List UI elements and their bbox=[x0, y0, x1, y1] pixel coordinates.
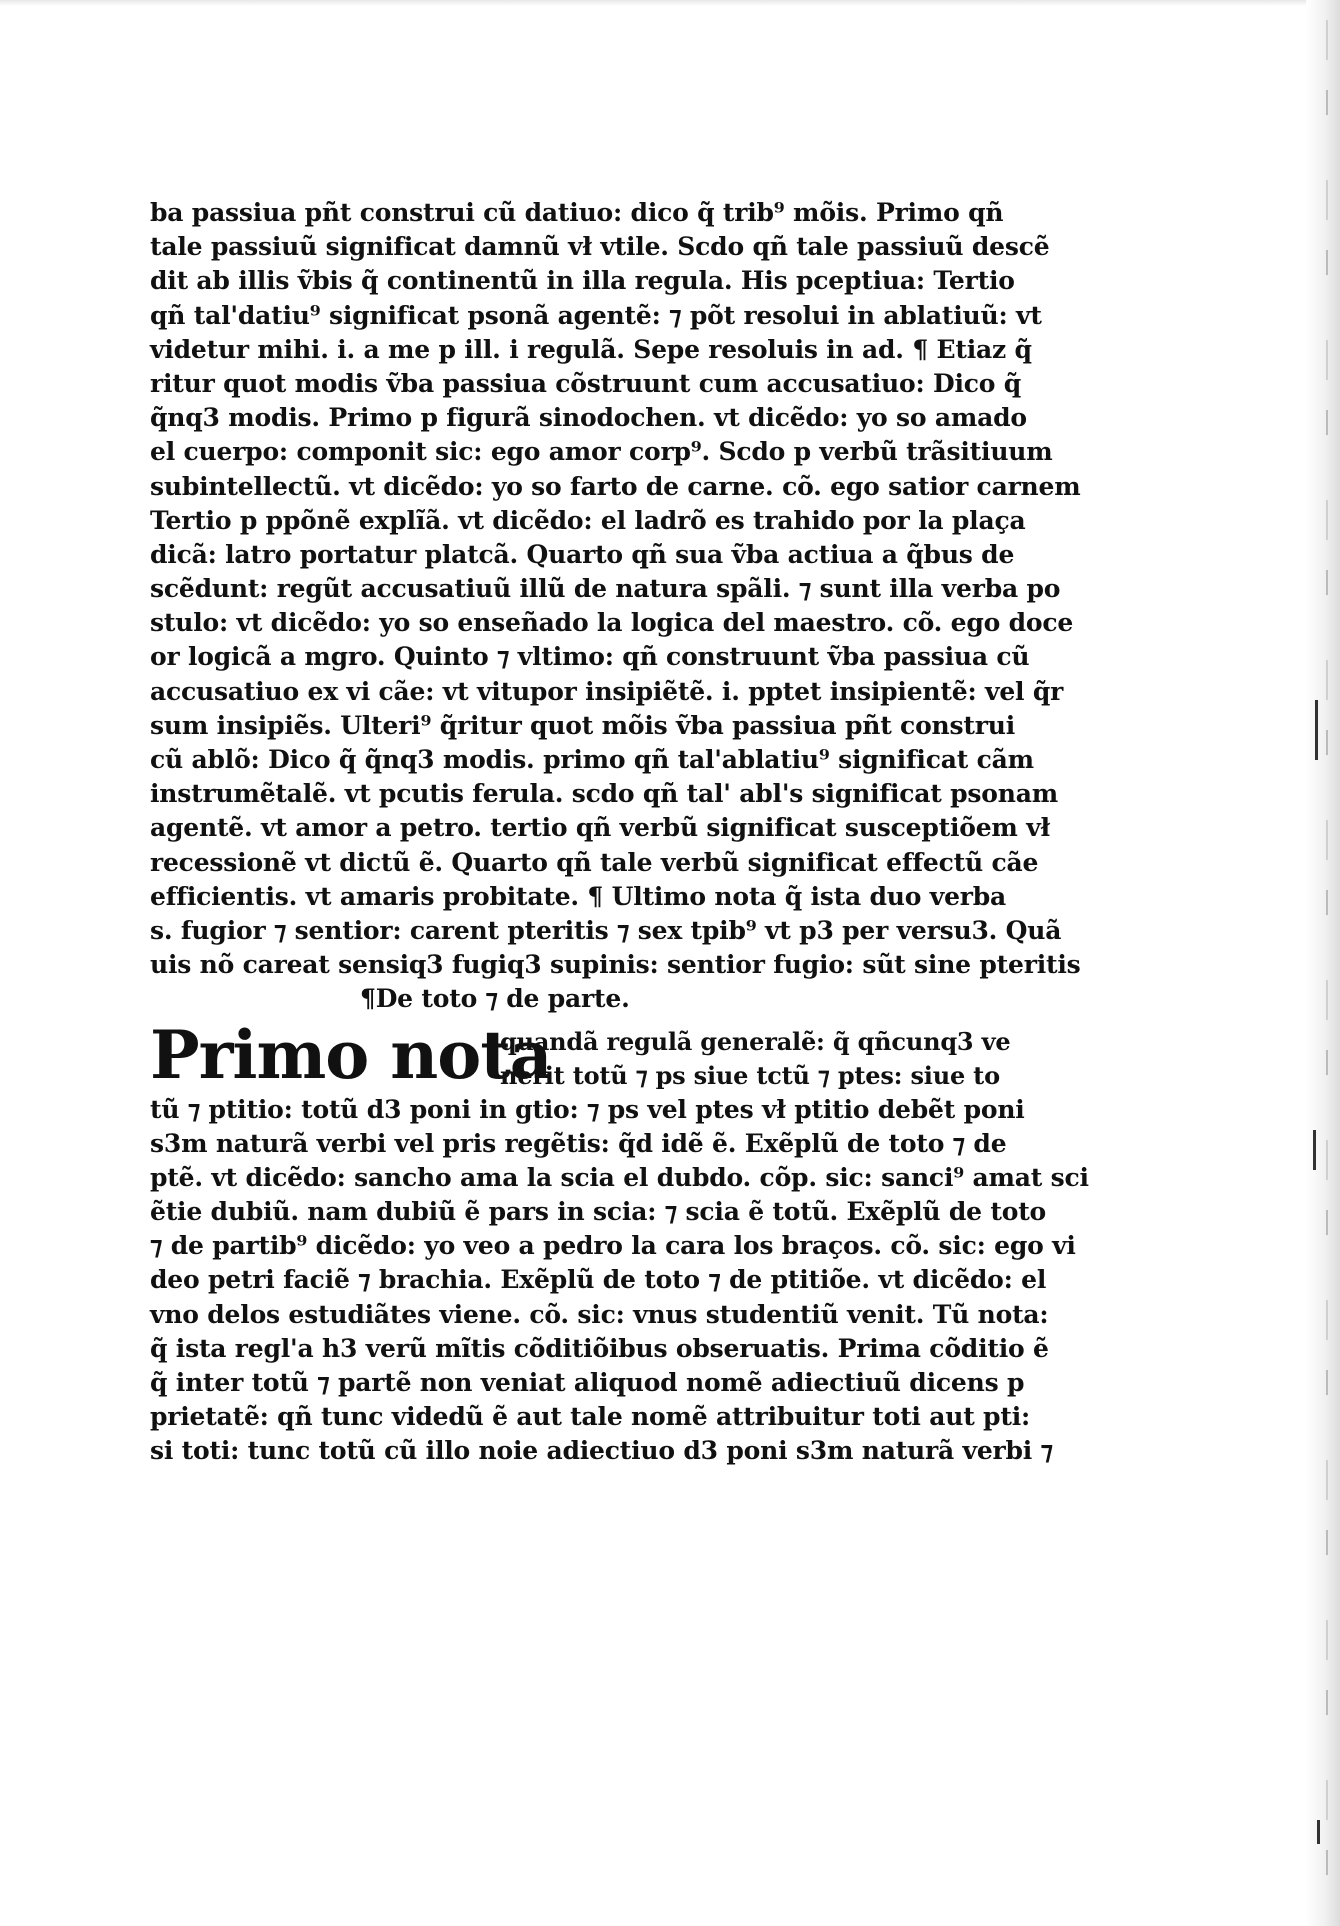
text-line: dicã: latro portatur platcã. Quarto qñ sua ṽba actiua a q̃bus de bbox=[150, 539, 1015, 569]
page-top-edge bbox=[0, 0, 1340, 6]
text-line: tale passiuũ significat damnũ vł vtile. Scdo qñ tale passiuũ descẽ bbox=[150, 232, 1050, 262]
text-line: q̃ inter totũ ⁊ partẽ non veniat aliquod nomẽ adiectiuũ dicens p bbox=[150, 1368, 1025, 1397]
section-heading: ¶De toto ⁊ de parte. bbox=[360, 984, 630, 1014]
text-line: ẽtie dubiũ. nam dubiũ ẽ pars in scia: ⁊ scia ẽ totũ. Exẽplũ de toto bbox=[150, 1197, 1047, 1227]
text-line: ⁊ de partib⁹ dicẽdo: yo veo a pedro la cara los braços. cõ. sic: ego vi bbox=[150, 1231, 1076, 1261]
decorated-initial: Primo nota bbox=[150, 1015, 552, 1094]
text-column bbox=[150, 196, 1089, 1469]
text-line: accusatiuo ex vi cãe: vt vitupor insipiẽtẽ. i. pptet insipientẽ: vel q̃r bbox=[150, 676, 1064, 706]
text-line: q̃nq3 modis. Primo p figurã sinodochen. vt dicẽdo: yo so amado bbox=[150, 403, 1027, 433]
text-line: ba passiua pñt construi cũ datiuo: dico q̃ trib⁹ mõis. Primo qñ bbox=[150, 198, 1004, 227]
text-line: stulo: vt dicẽdo: yo so enseñado la logica del maestro. cõ. ego doce bbox=[150, 608, 1074, 638]
text-line: quandã regulã generalẽ: q̃ qñcunq3 ve bbox=[500, 1026, 1011, 1056]
text-line: prietatẽ: qñ tunc videdũ ẽ aut tale nomẽ attribuitur toti aut pti: bbox=[150, 1402, 1031, 1432]
margin-mark bbox=[1313, 1130, 1316, 1170]
text-line: qñ tal'datiu⁹ significat psonã agentẽ: ⁊ põt resolui in ablatiuũ: vt bbox=[150, 300, 1042, 330]
text-line: cũ ablõ: Dico q̃ q̃nq3 modis. primo qñ tal'ablatiu⁹ significat cãm bbox=[150, 745, 1034, 774]
text-line: uis nõ careat sensiq3 fugiq3 supinis: sentior fugio: sũt sine pteritis bbox=[150, 950, 1081, 980]
text-line: s. fugior ⁊ sentior: carent pteritis ⁊ sex tpib⁹ vt p3 per versu3. Quã bbox=[150, 915, 1062, 945]
text-line: efficientis. vt amaris probitate. ¶ Ultimo nota q̃ ista duo verba bbox=[150, 881, 1007, 911]
initial-paragraph bbox=[150, 1015, 1011, 1094]
text-line: sum insipiẽs. Ulteri⁹ q̃ritur quot mõis ṽba passiua pñt construi bbox=[150, 710, 1015, 740]
text-line: ritur quot modis ṽba passiua cõstruunt cum accusatiuo: Dico q̃ bbox=[150, 368, 1022, 398]
text-line: deo petri faciẽ ⁊ brachia. Exẽplũ de toto ⁊ de ptitiõe. vt dicẽdo: el bbox=[150, 1265, 1047, 1295]
text-line: agentẽ. vt amor a petro. tertio qñ verbũ significat susceptiõem vł bbox=[150, 813, 1050, 843]
margin-mark bbox=[1317, 1820, 1320, 1844]
text-line: s3m naturã verbi vel pris regẽtis: q̃d idẽ ẽ. Exẽplũ de toto ⁊ de bbox=[150, 1128, 1007, 1158]
margin-mark bbox=[1315, 700, 1318, 760]
initial-side-lines bbox=[500, 1025, 1011, 1093]
text-line: q̃ ista regl'a h3 verũ mĩtis cõditiõibus obseruatis. Prima cõditio ẽ bbox=[150, 1333, 1049, 1363]
text-line: or logicã a mgro. Quinto ⁊ vltimo: qñ construunt ṽba passiua cũ bbox=[150, 642, 1030, 672]
text-line: si toti: tunc totũ cũ illo noie adiectiuo d3 poni s3m naturã verbi ⁊ bbox=[150, 1436, 1053, 1466]
text-line: ptẽ. vt dicẽdo: sancho ama la scia el dubdo. cõp. sic: sanci⁹ amat sci bbox=[150, 1162, 1089, 1192]
text-line: nerit totũ ⁊ ps siue tctũ ⁊ ptes: siue to bbox=[500, 1060, 1000, 1090]
text-line: videtur mihi. i. a me p ill. i regulã. Sepe resoluis in ad. ¶ Etiaz q̃ bbox=[150, 334, 1032, 364]
page-binding-edge bbox=[1306, 0, 1340, 1926]
text-line: subintellectũ. vt dicẽdo: yo so farto de carne. cõ. ego satior carnem bbox=[150, 471, 1081, 501]
text-line: Tertio p ppõnẽ explĩã. vt dicẽdo: el ladrõ es trahido por la plaça bbox=[150, 505, 1026, 535]
text-line: el cuerpo: componit sic: ego amor corp⁹. Scdo p verbũ trãsitiuum bbox=[150, 437, 1053, 467]
text-line: instrumẽtalẽ. vt pcutis ferula. scdo qñ tal' abl's significat psonam bbox=[150, 779, 1058, 809]
text-line: tũ ⁊ ptitio: totũ d3 poni in gtio: ⁊ ps vel ptes vł ptitio debẽt poni bbox=[150, 1094, 1025, 1124]
text-line: scẽdunt: regũt accusatiuũ illũ de natura spãli. ⁊ sunt illa verba po bbox=[150, 574, 1061, 604]
text-line: dit ab illis ṽbis q̃ continentũ in illa regula. His pceptiua: Tertio bbox=[150, 266, 1015, 296]
text-line: vno delos estudiãtes viene. cõ. sic: vnus studentiũ venit. Tũ nota: bbox=[150, 1299, 1049, 1329]
binding-shadow-line bbox=[1326, 20, 1328, 1900]
text-line: recessionẽ vt dictũ ẽ. Quarto qñ tale verbũ significat effectũ cãe bbox=[150, 847, 1039, 877]
